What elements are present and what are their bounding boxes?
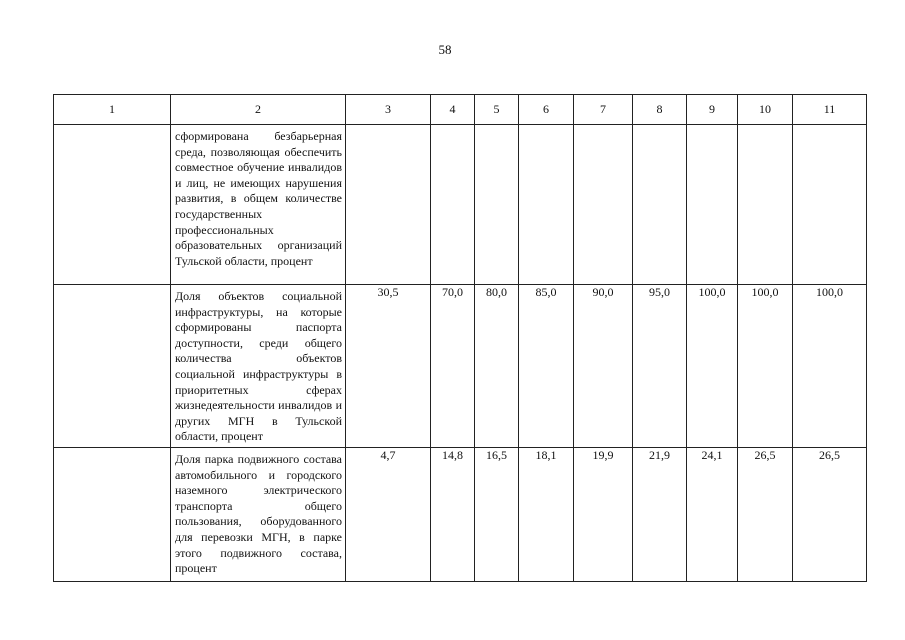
table-row — [54, 125, 867, 285]
indicators-table — [53, 94, 867, 582]
header-cell-4: 4 — [431, 95, 475, 125]
header-cell-11: 11 — [793, 95, 867, 125]
header-cell-9: 9 — [687, 95, 738, 125]
header-cell-7: 7 — [574, 95, 633, 125]
value-cell: 100,0 — [738, 285, 793, 448]
header-cell-5: 5 — [475, 95, 519, 125]
value-cell — [687, 125, 738, 285]
row-number-cell — [54, 125, 171, 285]
indicator-description-cell — [171, 447, 346, 581]
value-cell: 70,0 — [431, 285, 475, 448]
value-cell: 19,9 — [574, 447, 633, 581]
value-cell — [431, 125, 475, 285]
value-cell: 14,8 — [431, 447, 475, 581]
header-cell-2: 2 — [171, 95, 346, 125]
value-cell — [633, 125, 687, 285]
value-cell: 100,0 — [687, 285, 738, 448]
value-cell — [346, 125, 431, 285]
value-cell: 85,0 — [519, 285, 574, 448]
indicator-description-cell — [171, 285, 346, 448]
header-cell-8: 8 — [633, 95, 687, 125]
value-cell: 90,0 — [574, 285, 633, 448]
table-row — [54, 285, 867, 448]
value-cell: 26,5 — [793, 447, 867, 581]
value-cell: 18,1 — [519, 447, 574, 581]
value-cell — [793, 125, 867, 285]
value-cell: 80,0 — [475, 285, 519, 448]
value-cell: 4,7 — [346, 447, 431, 581]
indicator-description: Доля объектов социальной инфраструктуры, на которые сформированы паспорта доступности, среди общего количества объектов социальной инфраструктуры в приоритетных сферах жизнедеятельности инвалидов и других МГН в Тульской области, процент — [175, 289, 342, 444]
header-cell-3: 3 — [346, 95, 431, 125]
indicator-description-cell — [171, 125, 346, 285]
value-cell: 21,9 — [633, 447, 687, 581]
row-number-cell — [54, 285, 171, 448]
value-cell: 100,0 — [793, 285, 867, 448]
value-cell — [738, 125, 793, 285]
value-cell — [475, 125, 519, 285]
value-cell: 95,0 — [633, 285, 687, 448]
table-row — [54, 447, 867, 581]
indicator-description: Доля парка подвижного состава автомобильного и городского наземного электрического транспорта общего пользования, оборудованного для перевозки МГН, в парке этого подвижного состава, процент — [175, 451, 342, 576]
value-cell: 16,5 — [475, 447, 519, 581]
value-cell: 26,5 — [738, 447, 793, 581]
value-cell — [519, 125, 574, 285]
row-number-cell — [54, 447, 171, 581]
header-cell-10: 10 — [738, 95, 793, 125]
header-cell-6: 6 — [519, 95, 574, 125]
value-cell — [574, 125, 633, 285]
value-cell: 30,5 — [346, 285, 431, 448]
indicator-description: сформирована безбарьерная среда, позволяющая обеспечить совместное обучение инвалидов и лиц, не имеющих нарушения развития, в общем количестве государственных профессиональных образовательных организаций Тульской области, процент — [175, 129, 342, 268]
header-row — [54, 95, 867, 125]
value-cell: 24,1 — [687, 447, 738, 581]
header-cell-1: 1 — [54, 95, 171, 125]
page-number: 58 — [438, 42, 452, 57]
